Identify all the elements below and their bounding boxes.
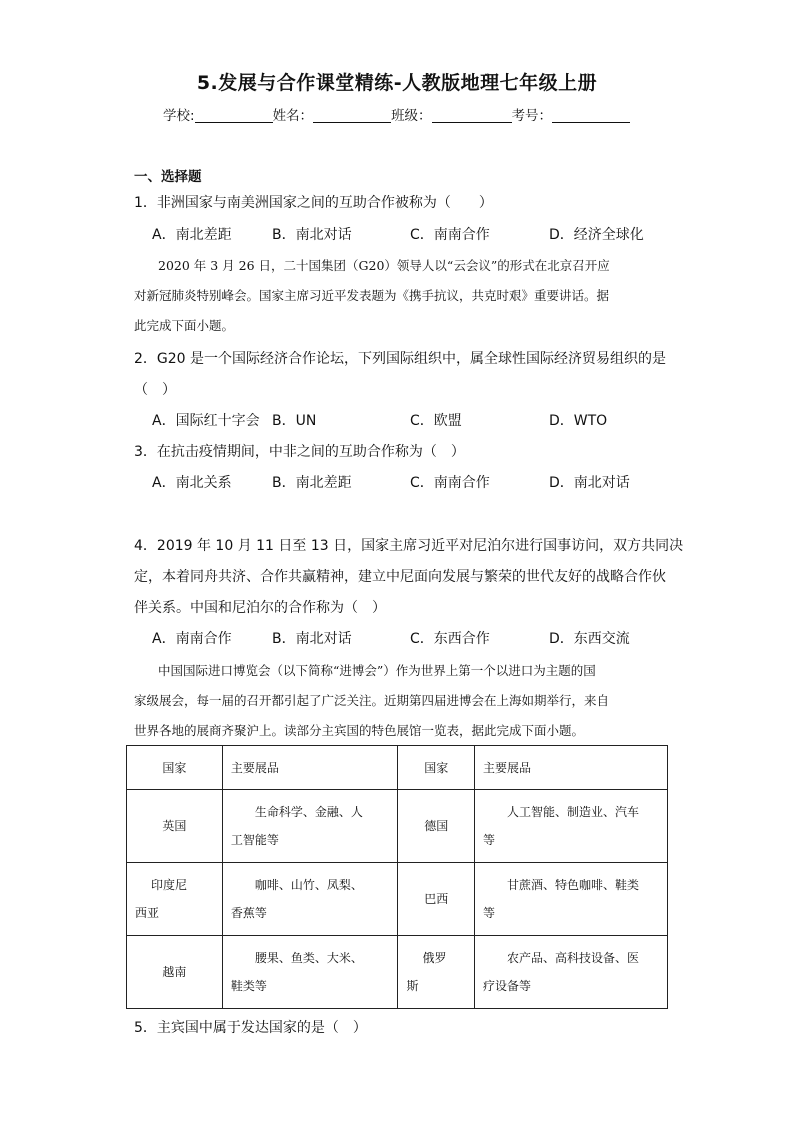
q1-option-b[interactable]: B．南北对话 [272,227,352,243]
name-label: 姓名： [272,108,314,124]
q4-option-d[interactable]: D．东西交流 [549,631,630,647]
country-cell: 越南 [127,936,223,1009]
material1-line: 2020 年 3 月 26 日，二十国集团（G20）领导人以“云会议”的形式在北京召开应 [158,258,610,273]
q4-stem-cont: 定，本着同舟共济、合作共赢精神，建立中尼面向发展与繁荣的世代友好的战略合作伙 [134,569,666,585]
exhibits-cell: 人工智能、制造业、汽车 等 [474,790,667,863]
country-cell: 印度尼 西亚 [127,863,223,936]
q1-option-c[interactable]: C．南南合作 [410,227,490,243]
header-exhibits: 主要展品 [222,746,398,790]
country-cell: 巴西 [398,863,475,936]
material2-line: 家级展会，每一届的召开都引起了广泛关注。近期第四届进博会在上海如期举行，来自 [134,693,610,708]
material2-line: 中国国际进口博览会（以下简称“进博会”）作为世界上第一个以进口为主题的国 [158,663,596,678]
q2-option-b[interactable]: B．UN [272,413,317,429]
q4-option-c[interactable]: C．东西合作 [410,631,490,647]
exhibits-cell: 咖啡、山竹、凤梨、 香蕉等 [222,863,398,936]
table-row [127,863,668,936]
q3-option-b[interactable]: B．南北差距 [272,475,352,491]
table-row [127,790,668,863]
q3-stem: 3．在抗击疫情期间，中非之间的互助合作称为（ ） [134,444,465,460]
section-title: 一、选择题 [134,169,202,185]
material1-line: 对新冠肺炎特别峰会。国家主席习近平发表题为《携手抗议，共克时艰》重要讲话。据 [134,288,610,303]
q2-option-c[interactable]: C．欧盟 [410,413,462,429]
exhibits-cell: 甘蔗酒、特色咖啡、鞋类 等 [474,863,667,936]
q2-stem: 2．G20 是一个国际经济合作论坛，下列国际组织中，属全球性国际经济贸易组织的是 [134,351,667,367]
country-cell: 俄罗 斯 [398,936,475,1009]
q2-option-d[interactable]: D．WTO [549,413,608,429]
q3-option-d[interactable]: D．南北对话 [549,475,630,491]
exhibits-cell: 生命科学、金融、人 工智能等 [222,790,398,863]
q2-option-a[interactable]: A．国际红十字会 [152,413,260,429]
school-blank[interactable] [195,108,273,123]
header-exhibits: 主要展品 [474,746,667,790]
material2-line: 世界各地的展商齐聚沪上。读部分主宾国的特色展馆一览表，据此完成下面小题。 [134,723,585,738]
student-info-line [163,104,630,124]
page-title: 5.发展与合作课堂精练-人教版地理七年级上册 [196,72,598,94]
q4-option-a[interactable]: A．南南合作 [152,631,232,647]
q2-stem-cont: （ ） [134,382,176,398]
header-country: 国家 [127,746,223,790]
q1-option-a[interactable]: A．南北差距 [152,227,232,243]
class-blank[interactable] [432,108,512,123]
q3-option-a[interactable]: A．南北关系 [152,475,232,491]
table-row [127,936,668,1009]
name-blank[interactable] [313,108,391,123]
header-country: 国家 [398,746,475,790]
exhibits-cell: 农产品、高科技设备、医 疗设备等 [474,936,667,1009]
q4-option-b[interactable]: B．南北对话 [272,631,352,647]
country-cell: 德国 [398,790,475,863]
class-label: 班级： [391,108,432,124]
country-cell: 英国 [127,790,223,863]
table-header-row [127,746,668,790]
material1-line: 此完成下面小题。 [134,318,235,333]
q5-stem: 5．主宾国中属于发达国家的是（ ） [134,1020,367,1036]
q1-stem: 1．非洲国家与南美洲国家之间的互助合作被称为（ ） [134,195,493,211]
exam-no-label: 考号： [511,108,553,124]
exam-no-blank[interactable] [552,108,630,123]
q3-option-c[interactable]: C．南南合作 [410,475,490,491]
q4-stem-cont: 伴关系。中国和尼泊尔的合作称为（ ） [134,600,386,616]
exhibits-cell: 腰果、鱼类、大米、 鞋类等 [222,936,398,1009]
exhibition-table [126,745,668,1009]
school-label: 学校: [163,108,195,124]
q4-stem: 4．2019 年 10 月 11 日至 13 日，国家主席习近平对尼泊尔进行国事访问，双方共同决 [134,538,684,554]
q1-option-d[interactable]: D．经济全球化 [549,227,644,243]
